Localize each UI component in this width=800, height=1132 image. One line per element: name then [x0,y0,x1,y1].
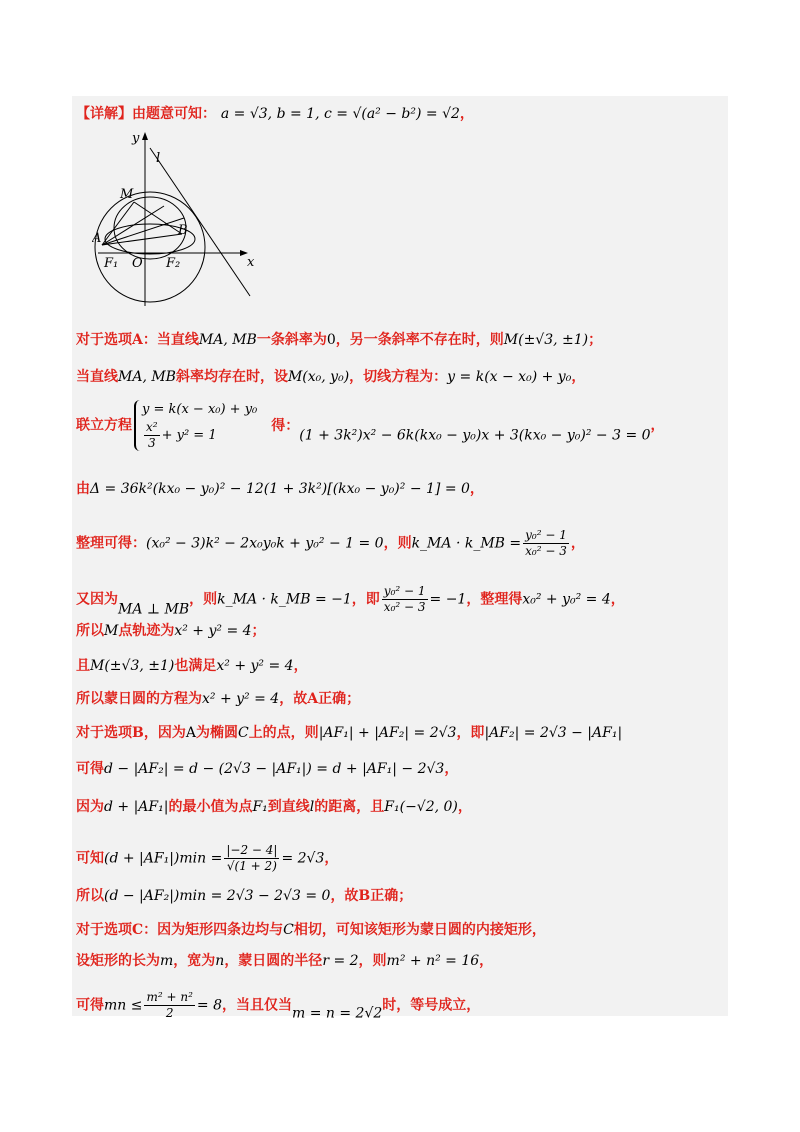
t: ，则 [189,591,218,608]
t: ， [324,850,339,867]
line-option-a [76,331,602,349]
t: 相切，可知该矩形为蒙日圆的内接矩形， [293,922,546,938]
math: m [160,953,174,969]
header-end: ， [459,106,474,122]
line-locus [76,622,266,640]
t: ， [293,658,308,674]
t: ，宽为 [173,953,216,969]
t: ； [251,623,266,639]
t: 到直线 [267,799,310,815]
t: 整理可得： [76,535,146,552]
sys-eq2-rest: + y² = 1 [161,428,217,443]
t: 所以蒙日圆的方程为 [76,691,202,707]
t: ； [588,332,603,348]
math: = −1 [429,591,467,608]
line-monge-circle [76,690,360,708]
fraction [523,528,569,559]
t: ， [570,535,585,552]
t: ，故B正确； [330,888,413,904]
math: = 2√3 [281,850,325,867]
math: A [185,725,196,741]
t: 所以 [76,623,104,639]
line-deduce [76,760,458,778]
math: M [104,623,119,639]
ellipse-diagram [92,126,262,318]
line-b-correct [76,887,412,905]
den: √(1 + 2) [226,859,277,873]
line-simplify [76,528,585,559]
math: (d + |AF₁|)min = [104,850,223,867]
fraction [224,843,279,874]
t: ，即 [456,725,485,741]
t: 的最小值为点 [168,799,253,815]
math: MA, MB [118,369,176,385]
math: m = n = 2√2 [292,1005,383,1022]
math: mn ≤ [104,997,143,1014]
num: y₀² − 1 [525,528,567,542]
num: x² [146,420,158,434]
math: |AF₁| + |AF₂| = 2√3 [318,725,457,741]
solution-header [76,105,474,123]
tangent-A [102,206,164,245]
line-min-distance [76,798,472,816]
t: 设矩形的长为 [76,953,160,969]
t: 点轨迹为 [118,623,175,639]
t: ，当且仅当 [222,997,292,1014]
math: MA ⊥ MB [118,601,190,618]
fraction [144,420,160,451]
t: ， [457,799,472,815]
math: Δ = 36k²(kx₀ − y₀)² − 12(1 + 3k²)[(kx₀ − y₀)² − 1] = 0 [90,481,470,497]
math: x² + y² = 4 [202,691,280,707]
den: x₀² − 3 [525,544,567,558]
fraction [144,990,194,1021]
math: (d − |AF₂|)min = 2√3 − 2√3 = 0 [104,888,331,904]
label-F1: F₁ [104,256,119,271]
num: |−2 − 4| [226,843,278,857]
t: 又因为 [76,591,118,608]
inner-circle [114,197,186,259]
math: = 8 [196,997,222,1014]
detail-tag: 【详解】 [76,106,132,122]
line-option-c [76,921,546,939]
math: (x₀² − 3)k² − 2x₀y₀k + y₀² − 1 = 0 [146,535,384,552]
line-slopes-exist [76,368,585,386]
line-option-b [76,724,622,742]
math: F₁ [252,799,268,815]
math: x₀² + y₀² = 4 [522,591,611,608]
t: 一条斜率为 [256,332,327,348]
segment-MB [134,202,182,234]
math: r = 2 [322,953,359,969]
label-y: y [132,131,140,146]
den: 2 [165,1006,174,1020]
t: ，则 [358,953,387,969]
t: ， [610,591,625,608]
line-rect-sides [76,952,493,970]
header-intro: 由题意可知： [132,106,216,122]
t: 的距离，且 [314,799,385,815]
math: M(±√3, ±1) [90,658,175,674]
t: 可得 [76,997,104,1014]
sys-eq2 [142,420,257,451]
math: n [215,953,225,969]
math: l [309,799,315,815]
y-axis-arrow [142,132,148,140]
num: y₀² − 1 [383,584,426,598]
t: 可得 [76,761,104,777]
t: ， [650,417,665,434]
t: 也满足 [174,658,217,674]
t: 对于选项A：当直线 [76,332,199,348]
t: ，则 [383,535,412,552]
t: 得： [271,417,300,434]
t: ， [571,369,586,385]
label-M: M [120,187,134,202]
fraction [382,584,428,615]
math: x² + y² = 4 [174,623,252,639]
line-inequality [76,990,480,1023]
den: 3 [147,436,156,450]
t: 当直线 [76,369,118,385]
segment-AB [102,234,182,245]
math: k_MA · k_MB = −1 [217,591,352,608]
t: 对于选项B，因为 [76,725,186,741]
math: d + |AF₁| [104,799,169,815]
equation-system [134,400,257,451]
t: ，整理得 [466,591,523,608]
math: d − |AF₂| = d − (2√3 − |AF₁|) = d + |AF₁| − 2√3 [104,761,445,777]
math: C [283,922,294,938]
line-system [76,400,665,451]
t: ， [479,953,494,969]
math: C [237,725,249,741]
math: m² + n² = 16 [386,953,480,969]
label-F2: F₂ [166,256,181,271]
num: m² + n² [146,990,193,1004]
label-x: x [247,255,255,270]
math: x² + y² = 4 [216,658,294,674]
t: 时，等号成立， [382,997,481,1014]
math: y = k(x − x₀) + y₀ [447,369,572,385]
t: ，蒙日圆的半径 [224,953,323,969]
t: ，故A正确； [279,691,361,707]
t: ，即 [351,591,380,608]
line-also-satisfies [76,657,308,675]
sys-eq1: y = k(x − x₀) + y₀ [142,402,258,417]
math: MA, MB [198,332,257,348]
math: M(±√3, ±1) [503,332,589,348]
t: 且 [76,658,90,674]
t: ，另一条斜率不存在时，则 [335,332,504,348]
math: 0 [326,332,336,348]
header-equation: a = √3, b = 1, c = √(a² − b²) = √2 [220,106,460,122]
label-l: l [156,151,161,166]
line-l [150,148,250,296]
label-A: A [92,231,102,246]
t: ， [469,481,484,497]
math: (1 + 3k²)x² − 6k(kx₀ − y₀)x + 3(kx₀ − y₀)² − 3 = 0 [299,427,651,444]
den: x₀² − 3 [383,600,426,614]
t: 为椭圆 [195,725,238,741]
t: 联立方程 [76,417,132,434]
t: 斜率均存在时，设 [175,369,288,385]
t: 可知 [76,850,104,867]
t: ，切线方程为： [349,369,448,385]
line-perpendicular [76,584,625,619]
label-O: O [132,256,143,271]
math: |AF₂| = 2√3 − |AF₁| [484,725,623,741]
math: F₁(−√2, 0) [384,799,458,815]
line-min-value [76,843,338,874]
math: M(x₀, y₀) [287,369,350,385]
t: 因为 [76,799,104,815]
t: 对于选项C：因为矩形四条边均与 [76,922,284,938]
line-discriminant [76,480,484,498]
t: 上的点，则 [248,725,319,741]
t: ， [444,761,459,777]
t: 所以 [76,888,104,904]
label-B: B [178,223,188,238]
t: 由 [76,481,90,497]
math: k_MA · k_MB = [411,535,522,552]
segment-MA [102,202,134,245]
